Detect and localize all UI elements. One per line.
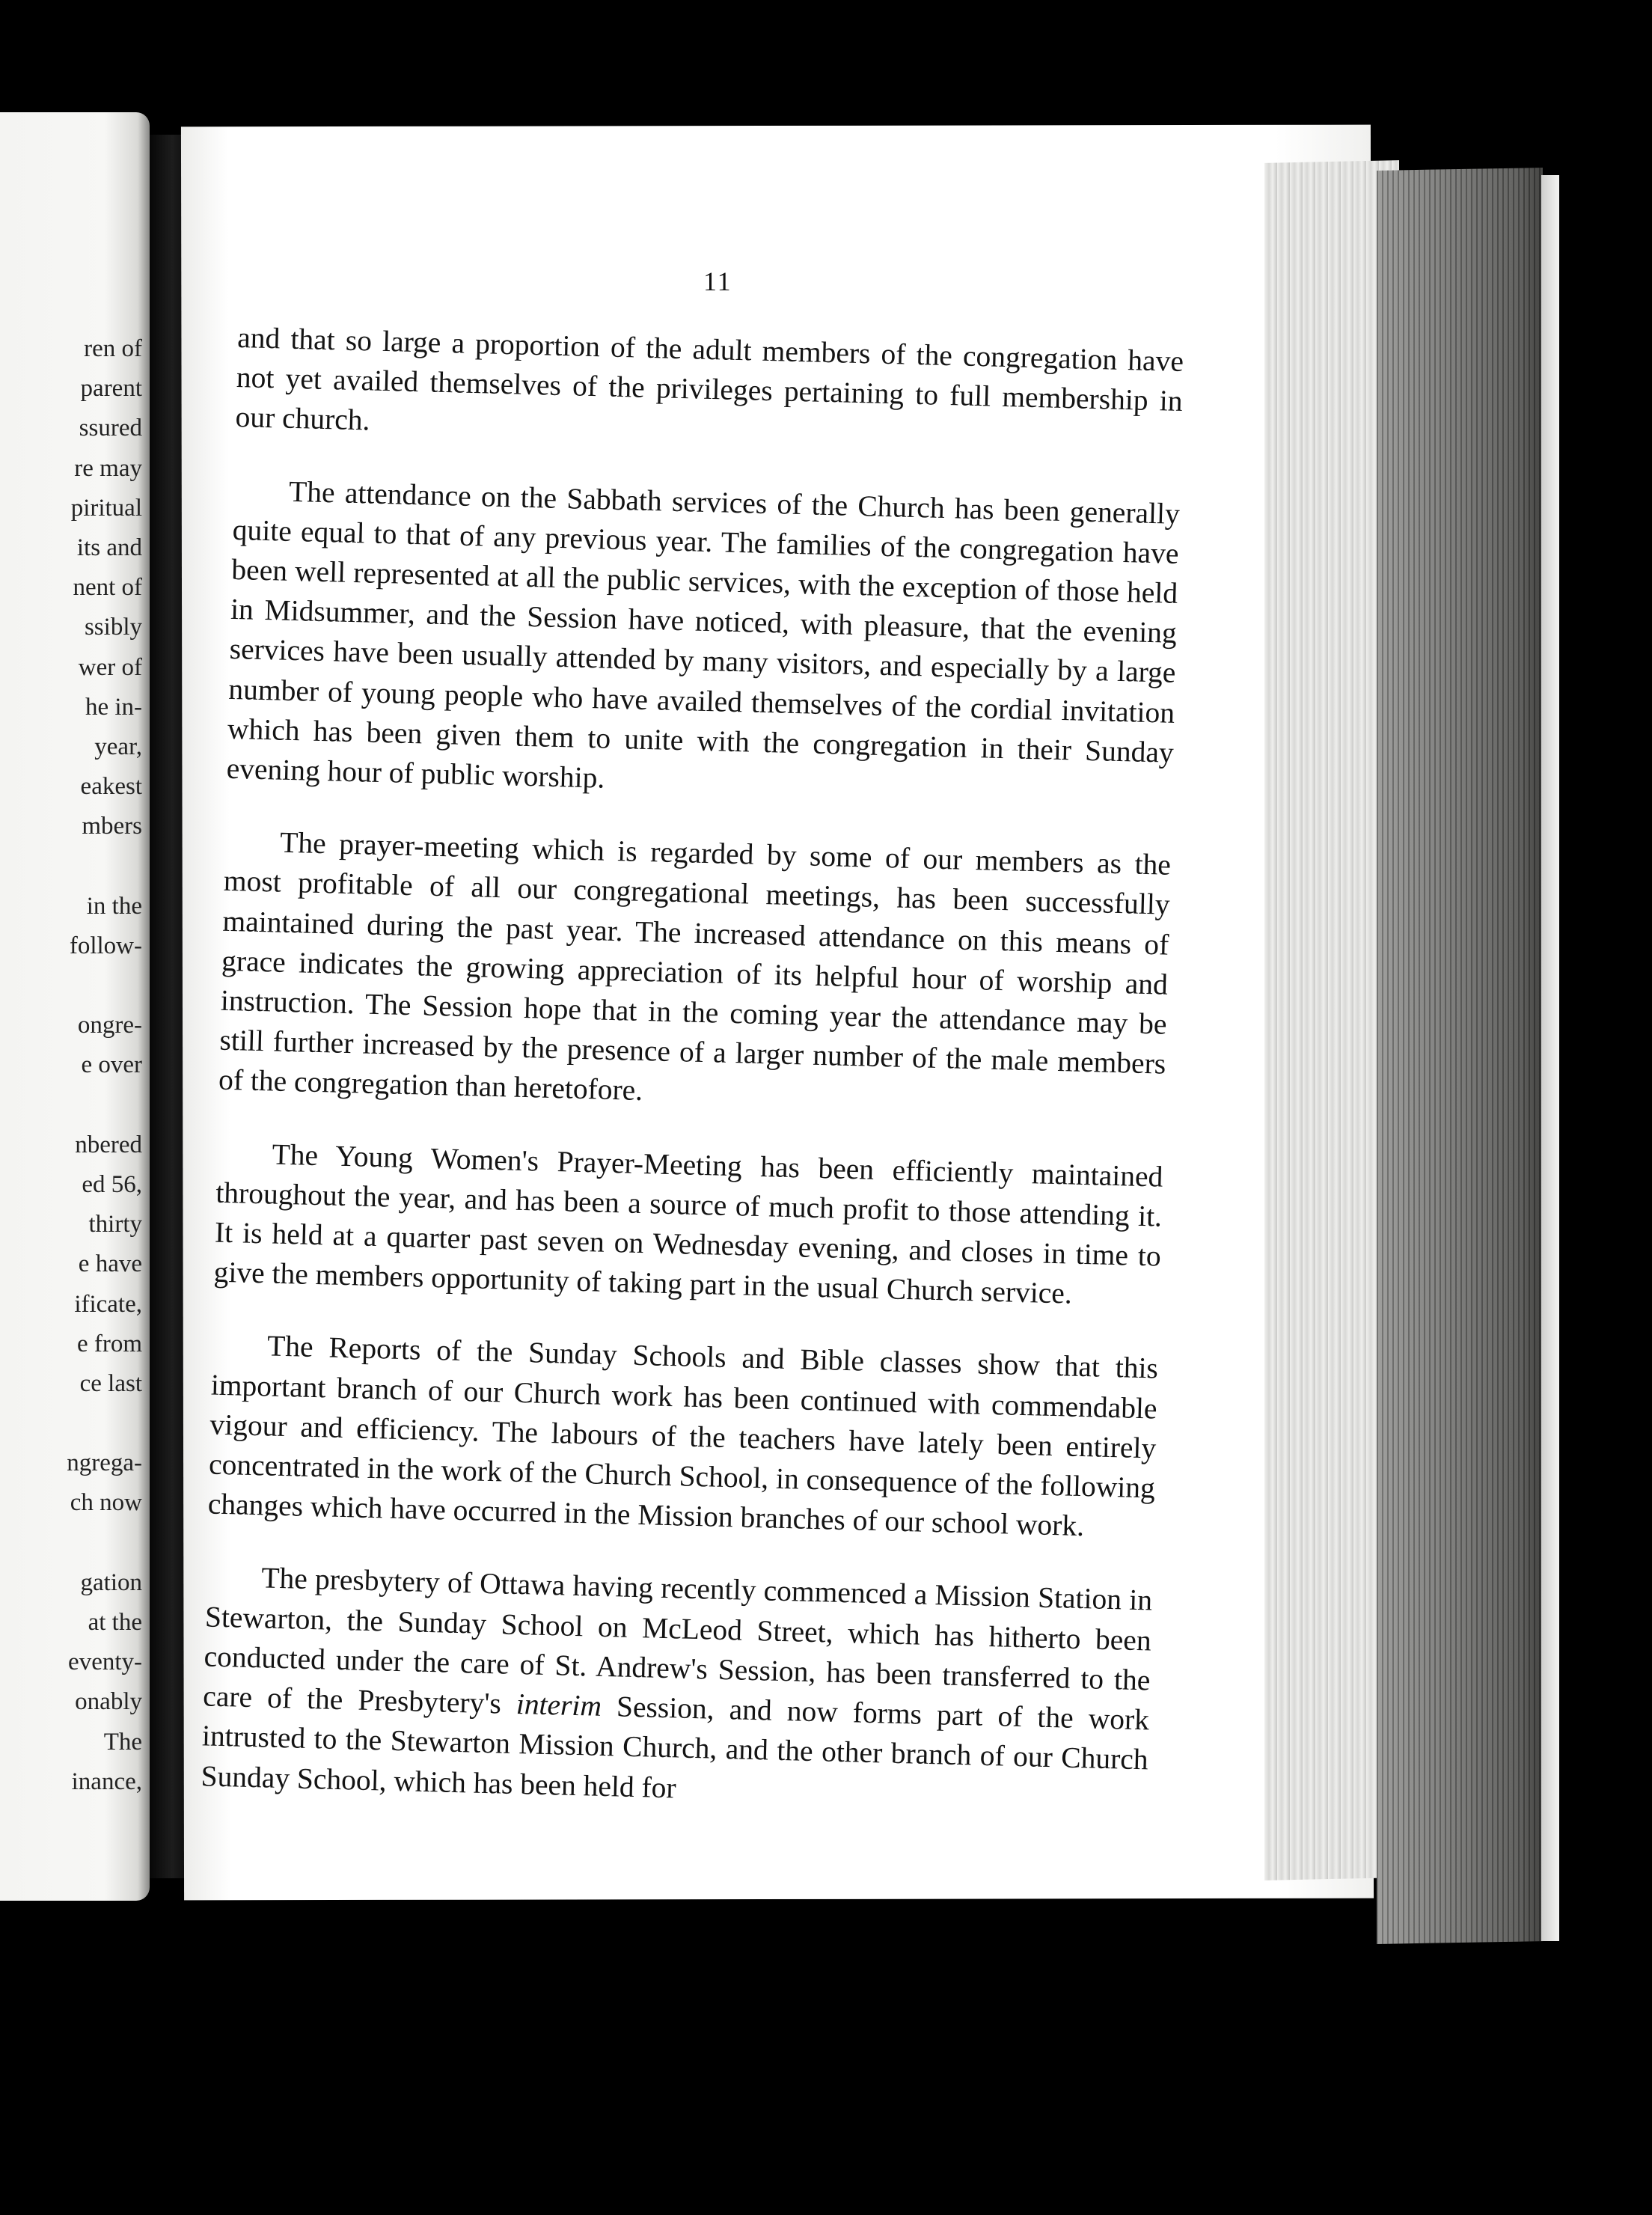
left-page-fragment: nent of — [73, 574, 142, 602]
left-page-fragment: e have — [78, 1250, 142, 1278]
left-page-fragment — [0, 846, 142, 886]
left-page-fragment: at the — [88, 1609, 142, 1636]
left-page-fragment — [0, 966, 142, 1006]
left-page-fragment: thirty — [88, 1211, 142, 1238]
left-page-fragment: its and — [76, 534, 142, 561]
left-page-fragment: ificate, — [74, 1290, 142, 1318]
left-page-fragment: mbers — [82, 813, 142, 840]
left-page-fragment: year, — [94, 733, 142, 760]
paragraph-6-italic: interim — [516, 1687, 602, 1723]
left-page-fragment: he in- — [85, 693, 142, 721]
left-page-fragment: onably — [75, 1688, 142, 1716]
left-page-fragment — [0, 1404, 142, 1443]
book-block-edge — [1377, 168, 1543, 1944]
paragraph-6-before: The presbytery of Ottawa having recently commenced a Mission Station in Stewarton, the Sunday School on McLeod Street, which has hitherto been conducted under the care of St. Andrew's Session, has been transferred to the care of the Presbytery's — [202, 1561, 1153, 1721]
paragraph-3: The prayer-meeting which is regarded by some of our members as the most profitable of all our congregational meetings, has been successfully maintained during the past year. The increased attendance on this means of grace indicates the growing appreciation of its helpful hour of worship and instruction. The Session hope that in the coming year the attendance may be still further increased by the presence of a larger number of the male members of the congregation than heretofore. — [218, 825, 1172, 1108]
left-page-fragment — [0, 1524, 142, 1563]
paragraph-2: The attendance on the Sabbath services of the Church has been generally quite equal to that of any previous year. The families of the congregation have been well represented at all the public services, with the exception of those held in Midsummer, and the Session have noticed, with pleasure, that the evening services have been usually attended by many visitors, and especially by a large number of young people who have availed themselves of the cordial invitation which has been given them to unite with the congregation in their Sunday evening hour of public worship. — [226, 474, 1181, 795]
paragraph-1: and that so large a proportion of the adult members of the congregation have not yet availed themselves of the privileges pertaining to full membership in our church. — [235, 320, 1184, 437]
left-page-fragment: ssibly — [84, 614, 142, 641]
page-text-column — [200, 318, 1184, 1853]
paragraph-6-after: Session, and now forms part of the work intrusted to the Stewarton Mission Church, and the other branch of our Church Sunday School, which has been held for — [201, 1689, 1150, 1804]
left-facing-page — [0, 112, 150, 1901]
paragraph-5: The Reports of the Sunday Schools and Bible classes show that this important branch of our Church work has been continued with commendable vigour and efficiency. The labours of the teachers have lately been entirely concentrated in the work of the Church School, in consequence of the following changes which have occurred in the Mission branches of our school work. — [207, 1329, 1159, 1543]
left-page-fragment: e over — [81, 1051, 142, 1079]
left-page-text-fragments — [0, 329, 142, 1802]
left-page-fragment: piritual — [70, 494, 142, 522]
page-number: 11 — [703, 266, 732, 296]
left-page-fragment: ch now — [70, 1489, 142, 1517]
left-page-fragment: eakest — [80, 773, 142, 801]
paragraph-6 — [201, 1557, 1153, 1820]
left-page-fragment: The — [103, 1728, 142, 1756]
left-page-fragment: re may — [74, 454, 142, 482]
left-page-fragment: e from — [76, 1330, 142, 1357]
left-page-fragment: ed 56, — [82, 1170, 142, 1198]
left-page-fragment: inance, — [71, 1768, 142, 1795]
left-page-fragment: ren of — [84, 335, 142, 362]
left-page-fragment: eventy- — [68, 1649, 142, 1676]
left-page-fragment: nbered — [75, 1131, 142, 1158]
left-page-fragment: ongre- — [77, 1012, 142, 1039]
left-page-fragment: follow- — [69, 932, 142, 959]
left-page-fragment: wer of — [78, 653, 142, 681]
book-cover-edge — [1541, 175, 1559, 1941]
left-page-fragment: ngrega- — [67, 1449, 142, 1477]
paragraph-4: The Young Women's Prayer-Meeting has been efficiently maintained throughout the year, and has been a source of much profit to those attending it. It is held at a quarter past seven on Wednesday evening, and closes in time to give the members opportunity of taking part in the usual Church service. — [213, 1137, 1163, 1310]
left-page-fragment: ce last — [79, 1369, 142, 1397]
left-page-fragment: parent — [80, 375, 142, 403]
left-page-fragment: ssured — [79, 415, 142, 442]
left-page-fragment — [0, 1086, 142, 1125]
left-page-fragment: gation — [80, 1568, 142, 1596]
left-page-fragment: in the — [86, 892, 142, 920]
